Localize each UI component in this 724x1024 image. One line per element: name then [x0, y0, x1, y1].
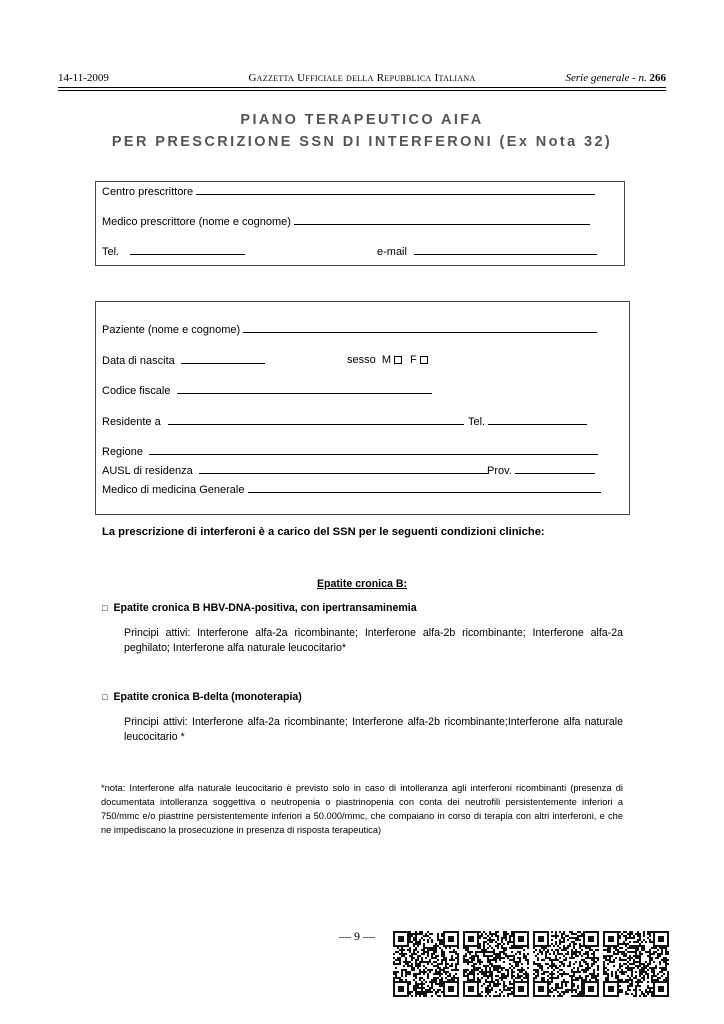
data-nascita-line: [181, 354, 265, 364]
medico-generale-label: Medico di medicina Generale: [102, 484, 245, 496]
item2-text: Principi attivi: Interferone alfa-2a ricombinante; Interferone alfa-2b ricombinante;Interferone alfa naturale leucocitario *: [124, 716, 623, 743]
regione-line: [149, 445, 598, 455]
centro-label: Centro prescrittore: [102, 186, 194, 198]
intro-text: La prescrizione di interferoni è a carico del SSN per le seguenti condizioni cliniche:: [102, 526, 545, 538]
codice-fiscale-field[interactable]: [102, 384, 432, 397]
barcode-image: [393, 931, 459, 997]
centro-line: [196, 185, 595, 195]
item1-title: Epatite cronica B HBV-DNA-positiva, con ipertransaminemia: [113, 602, 417, 614]
barcode-image: [533, 931, 599, 997]
regione-label: Regione: [102, 446, 143, 458]
prov-line: [515, 464, 595, 474]
regione-field[interactable]: [102, 445, 598, 458]
header-series-prefix: Serie generale - n.: [565, 72, 647, 84]
header-rule-top: [58, 87, 666, 88]
title-line-1: PIANO TERAPEUTICO AIFA: [240, 112, 484, 128]
item2-title: Epatite cronica B-delta (monoterapia): [113, 691, 302, 703]
codice-fiscale-label: Codice fiscale: [102, 385, 171, 397]
header-publication: Gazzetta Ufficiale della Repubblica Italiana: [248, 72, 476, 84]
sesso-label: sesso: [347, 354, 376, 366]
prescriber-tel-label: Tel.: [102, 246, 120, 258]
prescriber-box: [95, 181, 625, 266]
item2-checkbox[interactable]: □: [102, 692, 108, 702]
sesso-f-label: F: [410, 354, 417, 366]
medico-prescrittore-field[interactable]: [102, 215, 590, 228]
medico-line: [294, 215, 590, 225]
title-line-2: PER PRESCRIZIONE SSN DI INTERFERONI (Ex Nota 32): [111, 134, 613, 150]
barcode-image: [603, 931, 669, 997]
sesso-f-checkbox[interactable]: [420, 356, 428, 364]
item2-heading: [102, 691, 302, 703]
header-series-number: 266: [649, 72, 666, 84]
header-date: 14-11-2009: [58, 72, 109, 84]
codice-fiscale-line: [177, 384, 432, 394]
barcode-image: [463, 931, 529, 997]
item1-text: Principi attivi: Interferone alfa-2a ricombinante; Interferone alfa-2b ricombinante; Interferone alfa-2a peghilato; Interferone alfa naturale leucocitario*: [124, 627, 623, 654]
patient-tel-line: [488, 415, 587, 425]
sesso-field: [347, 354, 428, 366]
paziente-field[interactable]: [102, 323, 597, 336]
prov-label: Prov.: [487, 465, 512, 477]
medico-generale-line: [248, 483, 601, 493]
prescriber-tel-line: [130, 245, 245, 255]
patient-tel-field[interactable]: [468, 415, 587, 428]
footnote: *nota: Interferone alfa naturale leucocitario è previsto solo in caso di intolleranza agli interferoni ricombinanti (presenza di documentata intolleranza soggettiva o neutropenia o piastrinopenia con conta dei neutrofili persistentemente inferiori a 750/mmc e/o piastrine persistentemente inferiori a 50.000/mmc, che compaiano in corso di terapia con altri interferoni, e che ne impediscano la prosecuzione in presenza di risposta terapeutica): [101, 783, 623, 835]
data-nascita-field[interactable]: [102, 354, 265, 367]
ausl-line: [199, 464, 488, 474]
prescriber-email-field[interactable]: [377, 245, 597, 258]
sesso-m-checkbox[interactable]: [394, 356, 402, 364]
residente-line: [168, 415, 464, 425]
patient-tel-label: Tel.: [468, 416, 486, 428]
item1-heading: [102, 602, 417, 614]
header-rule-bottom: [58, 90, 666, 91]
paziente-line: [243, 323, 597, 333]
prov-field[interactable]: [487, 464, 595, 477]
centro-prescrittore-field[interactable]: [102, 185, 595, 198]
ausl-field[interactable]: [102, 464, 488, 477]
prescriber-tel-field[interactable]: [102, 245, 245, 258]
residente-field[interactable]: [102, 415, 464, 428]
page-number: — 9 —: [339, 929, 375, 943]
header-series: [566, 72, 667, 84]
sesso-m-label: M: [381, 354, 391, 366]
patient-box: [95, 301, 630, 515]
residente-label: Residente a: [102, 416, 161, 428]
medico-label: Medico prescrittore (nome e cognome): [102, 216, 291, 228]
ausl-label: AUSL di residenza: [102, 465, 193, 477]
medico-generale-field[interactable]: [102, 483, 601, 496]
data-nascita-label: Data di nascita: [102, 355, 175, 367]
paziente-label: Paziente (nome e cognome): [102, 324, 241, 336]
prescriber-email-label: e-mail: [377, 246, 407, 258]
item1-checkbox[interactable]: □: [102, 603, 108, 613]
section-title: Epatite cronica B:: [316, 578, 408, 590]
prescriber-email-line: [414, 245, 597, 255]
